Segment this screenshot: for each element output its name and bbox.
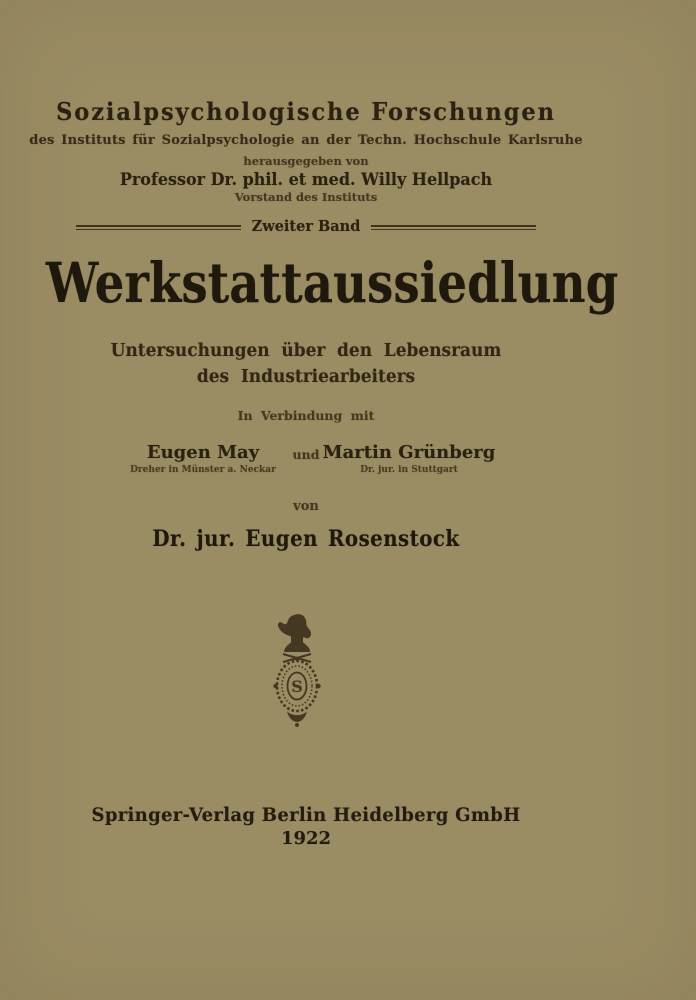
- contributors-row: [0, 444, 612, 475]
- publisher-name: Springer-Verlag Berlin Heidelberg GmbH: [91, 804, 521, 826]
- contributor-martin-gruenberg: [306, 444, 512, 475]
- und-connector: und: [292, 447, 320, 462]
- springer-knight-emblem-icon: [267, 612, 327, 730]
- publisher-logo: [0, 612, 612, 730]
- book-subtitle-line2: des Industriearbeiters: [196, 367, 416, 387]
- book-subtitle: [9, 338, 603, 390]
- contributor-affiliation: Dr. jur. in Stuttgart: [360, 465, 458, 475]
- by-label: von: [293, 499, 319, 514]
- contributor-eugen-may: [100, 444, 306, 475]
- series-subtitle: des Instituts für Sozialpsychologie an der Techn. Hochschule Karlsruhe: [29, 133, 583, 148]
- series-title: Sozialpsychologische Forschungen: [56, 97, 556, 126]
- volume-label: Zweiter Band: [251, 218, 361, 235]
- edited-by-label: herausgegeben von: [243, 154, 369, 168]
- contributor-name: Eugen May: [146, 442, 260, 463]
- book-title: Werkstattaussiedlung: [45, 250, 619, 315]
- book-subtitle-line1: Untersuchungen über den Lebensraum: [110, 341, 502, 361]
- contributor-affiliation: Dreher in Münster a. Neckar: [130, 465, 276, 475]
- series-editor-name: Professor Dr. phil. et med. Willy Hellpach: [119, 170, 493, 190]
- volume-banner: [0, 220, 612, 235]
- editor-role: Vorstand des Instituts: [234, 190, 378, 204]
- svg-text:S: S: [291, 677, 303, 696]
- author-name: Dr. jur. Eugen Rosenstock: [152, 526, 460, 552]
- contributor-name: Martin Grünberg: [322, 442, 496, 463]
- publication-year: 1922: [280, 828, 332, 849]
- volume-rule-left: [76, 225, 241, 230]
- in-connection-label: In Verbindung mit: [237, 408, 375, 423]
- volume-rule-right: [371, 225, 536, 230]
